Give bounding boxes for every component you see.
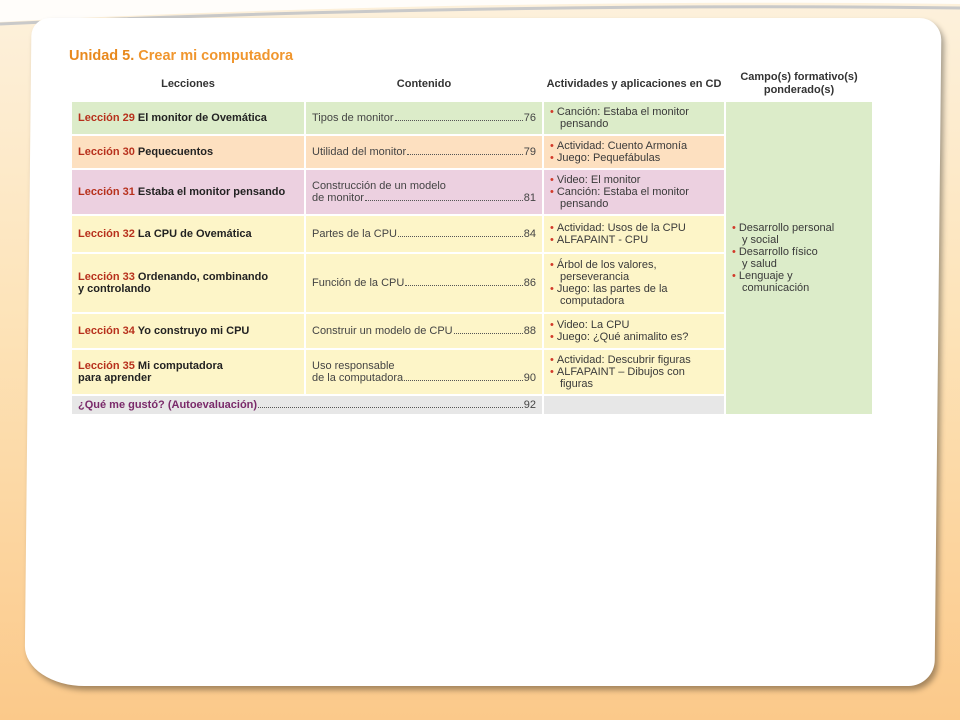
field-text-continued: y social bbox=[742, 234, 779, 246]
content-dotted-line bbox=[312, 112, 536, 124]
activity-item bbox=[550, 222, 718, 234]
lesson-title-line-2: y controlando bbox=[78, 283, 151, 295]
unit-name: Crear mi computadora bbox=[138, 48, 294, 64]
activity-text: Actividad: Descubrir figuras bbox=[556, 354, 691, 366]
activity-text: Canción: Estaba el monitor bbox=[556, 106, 689, 118]
page-number: 88 bbox=[523, 325, 536, 337]
activity-item bbox=[550, 331, 718, 343]
activities-cell bbox=[544, 170, 724, 216]
content-dotted-line bbox=[312, 372, 536, 384]
lesson-number: Lección 29 bbox=[78, 112, 135, 124]
lesson-title: Pequecuentos bbox=[137, 146, 214, 158]
activity-text-continued: pensando bbox=[560, 118, 609, 130]
bullet-icon: • bbox=[550, 354, 554, 366]
unit-title bbox=[69, 48, 293, 64]
lesson-title: El monitor de Ovemática bbox=[137, 112, 267, 124]
lesson-title: La CPU de Ovemática bbox=[137, 228, 252, 240]
page-number: 90 bbox=[523, 372, 536, 384]
header-activities bbox=[544, 70, 724, 102]
activity-text-continued: figuras bbox=[560, 378, 594, 390]
activity-text: Actividad: Usos de la CPU bbox=[556, 222, 686, 234]
dot-leader bbox=[404, 380, 523, 381]
dot-leader bbox=[398, 236, 523, 237]
activity-text: Juego: Pequefábulas bbox=[556, 152, 661, 164]
page-number: 76 bbox=[523, 112, 536, 124]
evaluation-dotted-line bbox=[78, 399, 536, 411]
page-number: 86 bbox=[523, 277, 536, 289]
lesson-number: Lección 31 bbox=[78, 186, 135, 198]
activity-text: ALFAPAINT – Dibujos con bbox=[556, 366, 685, 378]
lesson-cell bbox=[72, 170, 304, 216]
table-header-row bbox=[72, 70, 872, 102]
content-line: Construcción de un modelo bbox=[312, 180, 446, 192]
page-number: 79 bbox=[523, 146, 536, 158]
lesson-cell bbox=[72, 102, 304, 136]
dot-leader bbox=[395, 120, 523, 121]
activity-text: Actividad: Cuento Armonía bbox=[556, 140, 688, 152]
activity-text: Árbol de los valores, bbox=[556, 259, 657, 271]
field-item bbox=[732, 246, 866, 270]
lesson-number: Lección 33 bbox=[78, 271, 135, 283]
activity-item bbox=[550, 366, 718, 390]
bullet-icon: • bbox=[550, 106, 554, 118]
lesson-number: Lección 32 bbox=[78, 228, 135, 240]
header-field-text: Campo(s) formativo(s) ponderado(s) bbox=[740, 71, 858, 96]
lesson-number: Lección 30 bbox=[78, 146, 135, 158]
dot-leader bbox=[454, 333, 523, 334]
bullet-icon: • bbox=[550, 222, 554, 234]
content-dotted-line bbox=[312, 146, 536, 158]
activity-item bbox=[550, 234, 718, 246]
bullet-icon: • bbox=[550, 283, 554, 295]
bullet-icon: • bbox=[550, 319, 554, 331]
dot-leader bbox=[365, 200, 523, 201]
bullet-icon: • bbox=[550, 234, 554, 246]
header-field bbox=[726, 70, 872, 102]
lesson-cell bbox=[72, 136, 304, 170]
header-lessons: Lecciones bbox=[161, 77, 215, 90]
content-cell bbox=[306, 136, 542, 170]
lesson-cell bbox=[72, 216, 304, 254]
page-number: 81 bbox=[523, 192, 536, 204]
table-body bbox=[72, 102, 872, 416]
activity-item bbox=[550, 259, 718, 283]
lessons-table bbox=[70, 70, 874, 416]
lesson-title-line-2: para aprender bbox=[78, 372, 152, 384]
page-number: 84 bbox=[523, 228, 536, 240]
dot-leader bbox=[258, 407, 523, 408]
bullet-icon: • bbox=[550, 140, 554, 152]
dot-leader bbox=[407, 154, 523, 155]
activity-text: Juego: ¿Qué animalito es? bbox=[556, 331, 689, 343]
content-cell bbox=[306, 350, 542, 396]
content-line: Uso responsable bbox=[312, 360, 395, 372]
content-dotted-line bbox=[312, 277, 536, 289]
lesson-cell bbox=[72, 350, 304, 396]
content-cell bbox=[306, 254, 542, 314]
activity-item bbox=[550, 152, 718, 164]
bullet-icon: • bbox=[550, 259, 554, 271]
content-label: Función de la CPU bbox=[312, 277, 405, 289]
lesson-title: Ordenando, combinando bbox=[137, 271, 269, 283]
evaluation-activities-cell bbox=[544, 396, 724, 416]
bullet-icon: • bbox=[732, 246, 736, 258]
activity-text: Canción: Estaba el monitor bbox=[556, 186, 689, 198]
formative-field-cell bbox=[726, 102, 872, 416]
activity-item bbox=[550, 319, 718, 331]
content-dotted-line bbox=[312, 228, 536, 240]
activity-item bbox=[550, 140, 718, 152]
activity-item bbox=[550, 283, 718, 307]
activities-cell bbox=[544, 136, 724, 170]
table-row bbox=[72, 102, 872, 136]
evaluation-cell bbox=[72, 396, 542, 416]
lesson-cell bbox=[72, 314, 304, 350]
activity-text: Video: El monitor bbox=[556, 174, 641, 186]
content-label: Construir un modelo de CPU bbox=[312, 325, 453, 337]
activities-cell bbox=[544, 254, 724, 314]
lesson-title: Yo construyo mi CPU bbox=[137, 325, 250, 337]
content-label: de la computadora bbox=[312, 372, 404, 384]
field-text-continued: comunicación bbox=[742, 282, 810, 294]
field-text: Desarrollo personal bbox=[738, 222, 835, 234]
bullet-icon: • bbox=[732, 222, 736, 234]
activities-cell bbox=[544, 350, 724, 396]
activities-cell bbox=[544, 314, 724, 350]
bullet-icon: • bbox=[550, 186, 554, 198]
evaluation-label: ¿Qué me gustó? (Autoevaluación) bbox=[78, 399, 258, 411]
bullet-icon: • bbox=[550, 174, 554, 186]
activity-item bbox=[550, 186, 718, 210]
content-cell bbox=[306, 216, 542, 254]
content-label: de monitor bbox=[312, 192, 364, 204]
content-cell bbox=[306, 314, 542, 350]
field-text-continued: y salud bbox=[742, 258, 777, 270]
header-activities-text: Actividades y aplicaciones en CD bbox=[546, 77, 722, 90]
activity-text: Video: La CPU bbox=[556, 319, 630, 331]
evaluation-page-number: 92 bbox=[523, 399, 536, 411]
field-text: Lenguaje y bbox=[738, 270, 793, 282]
activity-text-continued: pensando bbox=[560, 198, 609, 210]
activity-item bbox=[550, 354, 718, 366]
unit-prefix: Unidad 5. bbox=[69, 48, 135, 64]
dot-leader bbox=[405, 285, 522, 286]
activity-text-continued: perseverancia bbox=[560, 271, 630, 283]
activities-cell bbox=[544, 216, 724, 254]
content-label: Partes de la CPU bbox=[312, 228, 397, 240]
content-label: Utilidad del monitor bbox=[312, 146, 407, 158]
content-dotted-line bbox=[312, 192, 536, 204]
activity-text: ALFAPAINT - CPU bbox=[556, 234, 649, 246]
activity-text-continued: computadora bbox=[560, 295, 625, 307]
field-text: Desarrollo físico bbox=[738, 246, 818, 258]
lesson-cell bbox=[72, 254, 304, 314]
bullet-icon: • bbox=[550, 366, 554, 378]
bullet-icon: • bbox=[550, 331, 554, 343]
content-cell bbox=[306, 170, 542, 216]
bullet-icon: • bbox=[732, 270, 736, 282]
content-dotted-line bbox=[312, 325, 536, 337]
activity-item bbox=[550, 174, 718, 186]
bullet-icon: • bbox=[550, 152, 554, 164]
activity-item bbox=[550, 106, 718, 130]
lesson-number: Lección 35 bbox=[78, 360, 135, 372]
lesson-number: Lección 34 bbox=[78, 325, 135, 337]
header-content: Contenido bbox=[396, 77, 452, 90]
activities-cell bbox=[544, 102, 724, 136]
content-label: Tipos de monitor bbox=[312, 112, 394, 124]
content-cell bbox=[306, 102, 542, 136]
field-item bbox=[732, 222, 866, 246]
activity-text: Juego: las partes de la bbox=[556, 283, 668, 295]
field-item bbox=[732, 270, 866, 294]
lesson-title: Estaba el monitor pensando bbox=[137, 186, 286, 198]
lesson-title: Mi computadora bbox=[137, 360, 223, 372]
